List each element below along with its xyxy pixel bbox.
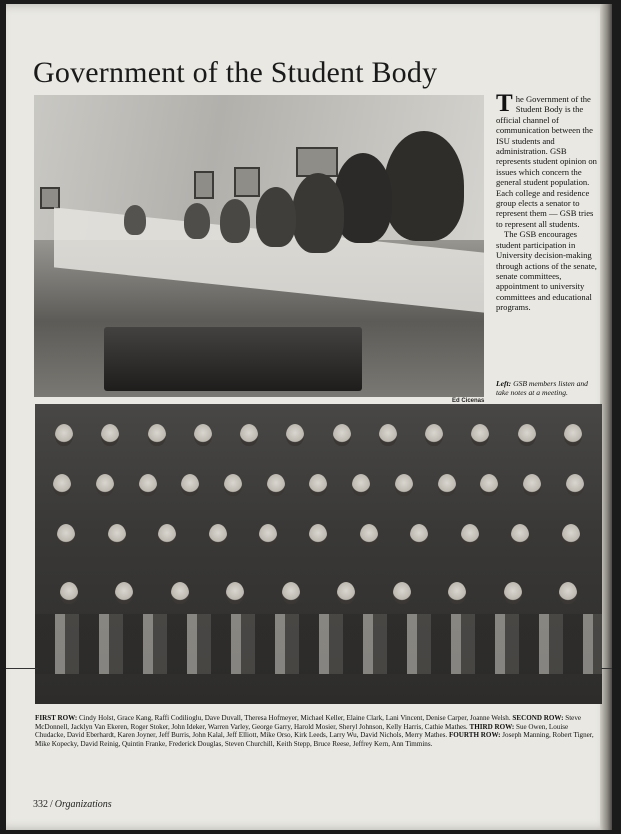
photo-caption [496, 379, 598, 397]
footer-separator: / [50, 799, 53, 810]
member-face [286, 424, 304, 446]
caption-lead: Left: [496, 379, 512, 388]
member-face [564, 424, 582, 446]
member-face [309, 524, 327, 546]
member-face [115, 582, 133, 604]
member-face [57, 524, 75, 546]
member-face [333, 424, 351, 446]
member-face [224, 474, 242, 496]
member-face [559, 582, 577, 604]
member-face [209, 524, 227, 546]
row-label: THIRD ROW: [469, 722, 515, 731]
member-face [395, 474, 413, 496]
member-face [360, 524, 378, 546]
attendee [124, 205, 146, 235]
intro-paragraph-1 [496, 90, 598, 229]
photo-bodies [35, 614, 602, 674]
member-face [139, 474, 157, 496]
member-face [448, 582, 466, 604]
member-face [438, 474, 456, 496]
member-face [393, 582, 411, 604]
member-face [226, 582, 244, 604]
member-face [471, 424, 489, 446]
member-face [523, 474, 541, 496]
binder-on-table [104, 327, 362, 391]
photo-row-second [41, 524, 596, 546]
row-names: Joseph Manning, Robert Tigner, Mike Kopecky, David Reinig, Quintin Franke, Frederick Douglas, Steven Churchill, Keith Stepp, Bruce Reese, Jeffrey Kern, Ann Timmins. [35, 731, 594, 748]
photo-row-back [41, 424, 596, 446]
member-face [282, 582, 300, 604]
member-face [101, 424, 119, 446]
section-name: Organizations [54, 799, 112, 810]
drop-cap: T [496, 90, 513, 117]
member-face [518, 424, 536, 446]
page-number: 332 [33, 799, 48, 810]
row-names: Sue Owen, Louise Chudacke, David Eberhardt, Karen Joyner, Jeff Burris, John Kalal, Jeff Elliott, Mike Orso, Kirk Leeds, Larry Wu, David Nichols, Merry Mathes. [35, 722, 569, 740]
row-label: SECOND ROW: [512, 714, 564, 722]
member-face [480, 474, 498, 496]
member-face [566, 474, 584, 496]
member-face [352, 474, 370, 496]
intro-text [496, 90, 598, 313]
row-names: Steve McDonnell, Jacklyn Van Ekeren, Roger Stoker, John Ideker, Warren Varley, George Garry, Harold Mosier, Sheryl Johnson, Kelly Harris, Cathie Mathes. [35, 714, 582, 731]
wall-picture [40, 187, 60, 209]
member-face [461, 524, 479, 546]
member-face [60, 582, 78, 604]
intro-paragraph-1-text: he Government of the Student Body is the official channel of communication between the ISU students and administration. GSB represents student opinion on issues which concern the general student population. Each college and residence group elects a senator to represent them — GSB tries to represent all students. [496, 94, 597, 229]
member-face [562, 524, 580, 546]
member-face [53, 474, 71, 496]
member-face [267, 474, 285, 496]
member-face [240, 424, 258, 446]
attendee [292, 173, 344, 253]
row-label: FIRST ROW: [35, 714, 78, 722]
row-label: FOURTH ROW: [448, 731, 501, 740]
page-title: Government of the Student Body [33, 56, 438, 89]
member-face [108, 524, 126, 546]
member-face [259, 524, 277, 546]
attendee [184, 203, 210, 239]
attendee [256, 187, 296, 247]
page-footer [33, 799, 112, 810]
member-face [511, 524, 529, 546]
row-names: Cindy Holst, Grace Kang, Raffi Codilioglu, Dave Duvall, Theresa Hofmeyer, Michael Keller, Elaine Clark, Lani Vincent, Denise Carper, Joanne Welsh. [79, 714, 511, 722]
member-face [181, 474, 199, 496]
wall-picture [194, 171, 214, 199]
rule-left [6, 668, 38, 669]
attendee [384, 131, 464, 241]
photo-credit: Ed Cicenas [452, 398, 485, 404]
yearbook-page [6, 4, 612, 830]
meeting-photo [34, 95, 484, 397]
member-face [425, 424, 443, 446]
wall-picture [234, 167, 260, 197]
photo-row-third [41, 474, 596, 496]
member-face [158, 524, 176, 546]
member-face [379, 424, 397, 446]
attendee [220, 199, 250, 243]
member-face [148, 424, 166, 446]
member-face [55, 424, 73, 446]
rule-right [601, 668, 612, 669]
member-face [171, 582, 189, 604]
member-face [337, 582, 355, 604]
member-face [309, 474, 327, 496]
member-face [96, 474, 114, 496]
member-face [194, 424, 212, 446]
member-face [410, 524, 428, 546]
intro-paragraph-2: The GSB encourages student participation in University decision-making through actions of the senate, senate committees, appointment to university committees and educational programs. [496, 229, 597, 313]
photo-row-front [41, 582, 596, 604]
member-face [504, 582, 522, 604]
group-photo [35, 404, 602, 704]
caption-text: GSB members listen and take notes at a meeting. [496, 379, 588, 397]
roster-caption [35, 714, 597, 748]
